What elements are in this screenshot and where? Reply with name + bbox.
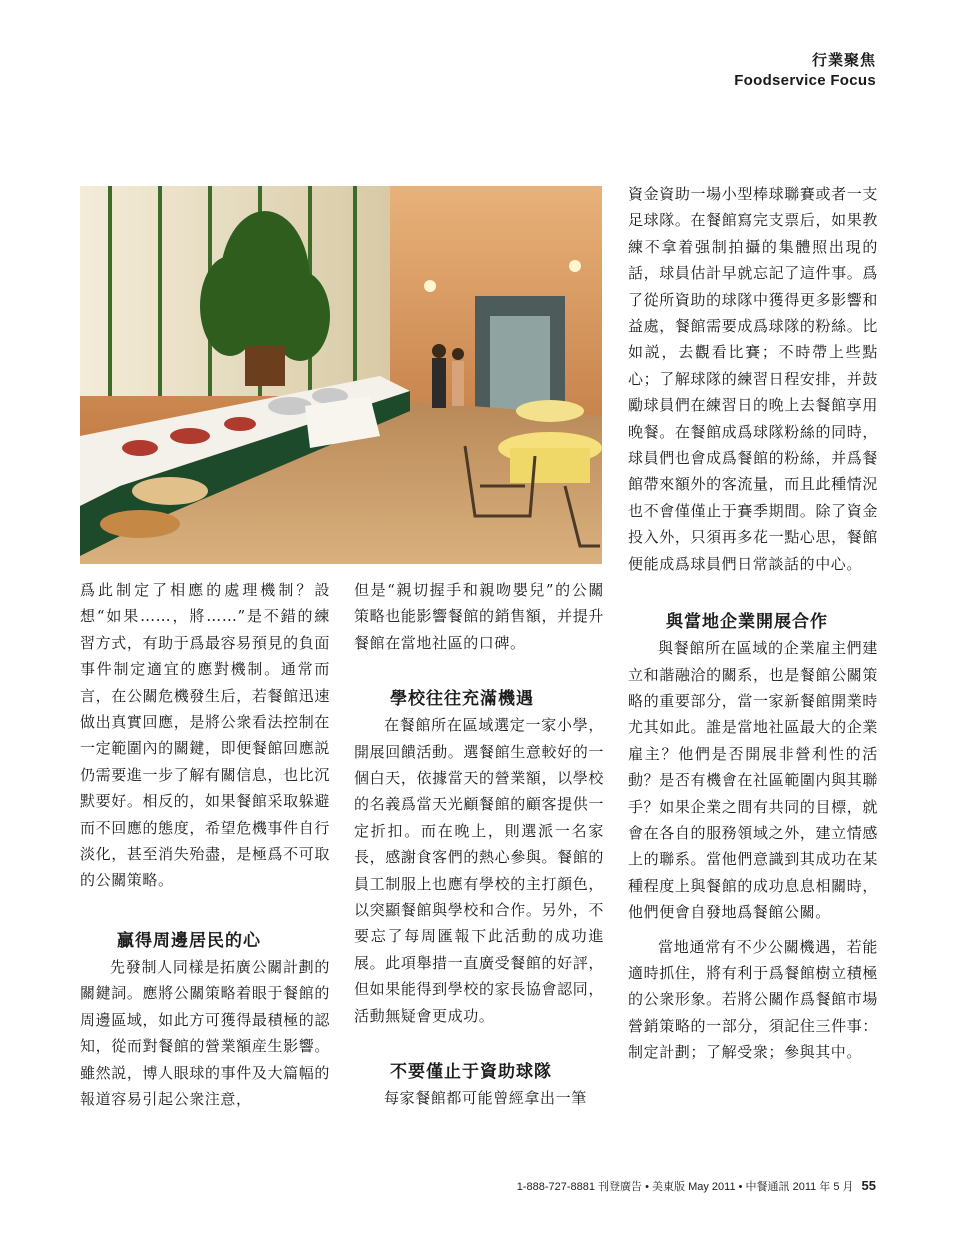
section-heading-neighbors: 贏得周邊居民的心 bbox=[117, 930, 261, 951]
paragraph: 當地通常有不少公關機遇，若能適時抓住，將有利于爲餐館樹立積極的公衆形象。若將公關作爲餐館市場營銷策略的一部分，須記住三件事：制定計劃；了解受衆；參與其中。 bbox=[628, 937, 878, 1062]
column-1 bbox=[80, 577, 330, 1112]
paragraph: 爲此制定了相應的處理機制？設想“如果……，將……”是不錯的練習方式，有助于爲最容易預見的負面事件制定適宜的應對機制。通常而言，在公關危機發生后，若餐館迅速做出真實回應，是將公衆看法控制在一定範圍內的關鍵，即便餐館回應説仍需要進一步了解有關信息，也比沉默要好。相反的，如果餐館采取躲避而不回應的態度，希望危機事件自行淡化，甚至消失殆盡，是極爲不可取的公關策略。 bbox=[80, 581, 330, 890]
paragraph: 每家餐館都可能曾經拿出一筆 bbox=[384, 1089, 587, 1108]
restaurant-buffet-photo bbox=[80, 186, 602, 564]
section-title-zh: 行業聚焦 bbox=[811, 51, 876, 69]
page-header bbox=[734, 50, 876, 92]
section-heading-local-business: 與當地企業開展合作 bbox=[666, 612, 828, 633]
column-3 bbox=[628, 181, 878, 1066]
column-2 bbox=[354, 577, 604, 1112]
paragraph: 先發制人同樣是拓廣公關計劃的關鍵詞。應將公關策略着眼于餐館的周邊區域，如此方可獲得最積極的認知，從而對餐館的營業額産生影響。雖然説，博人眼球的事件及大篇幅的報道容易引起公衆注意， bbox=[80, 957, 330, 1108]
section-title-en: Foodservice Focus bbox=[734, 72, 876, 89]
section-heading-schools: 學校往往充滿機遇 bbox=[390, 689, 534, 710]
paragraph: 但是“親切握手和親吻嬰兒”的公關策略也能影響餐館的銷售額，并提升餐館在當地社區的口碑。 bbox=[354, 581, 604, 652]
paragraph: 與餐館所在區域的企業雇主們建立和諧融洽的關系，也是餐館公關策略的重要部分，當一家新餐館開業時尤其如此。誰是當地社區最大的企業雇主？他們是否開展非營利性的活動？是否有機會在社區範圍内與其聯手？如果企業之間有共同的目標，就會在各自的服務領域之外，建立情感上的聯系。當他們意識到其成功在某種程度上與餐館的成功息息相關時，他們便會自發地爲餐館公關。 bbox=[628, 639, 878, 922]
page-number: 55 bbox=[861, 1178, 876, 1193]
page-footer bbox=[517, 1178, 876, 1194]
paragraph: 資金資助一場小型棒球聯賽或者一支足球隊。在餐館寫完支票后，如果教練不拿着强制拍攝的集體照出現的話，球員估計早就忘記了這件事。爲了從所資助的球隊中獲得更多影響和益處，餐館需要成爲球隊的粉絲。比如説，去觀看比賽；不時帶上些點心；了解球隊的練習日程安排，并鼓勵球員們在練習日的晚上去餐館享用晚餐。在餐館成爲球隊粉絲的同時，球員們也會成爲餐館的粉絲，并爲餐館帶來額外的客流量，而且此種情況也不會僅僅止于賽季期間。除了資金投入外，只須再多花一點心思，餐館便能成爲球員們日常談話的中心。 bbox=[628, 185, 878, 573]
restaurant-interior-illustration bbox=[80, 186, 602, 564]
paragraph: 在餐館所在區域選定一家小學，開展回饋活動。選餐館生意較好的一個白天，依據當天的營業額，以學校的名義爲當天光顧餐館的顧客提供一定折扣。而在晚上，則選派一名家長，感謝食客們的熱心參與。餐館的員工制服上也應有學校的主打顔色，以突顯餐館與學校和合作。另外，不要忘了每周匯報下此活動的成功進展。此項舉措一直廣受餐館的好評，但如果能得到學校的家長協會認同，活動無疑會更成功。 bbox=[354, 716, 604, 1025]
section-heading-sports-teams: 不要僅止于資助球隊 bbox=[390, 1062, 552, 1083]
footer-info: 1-888-727-8881 刊登廣告 • 美東版 May 2011 • 中餐通訊 2011 年 5 月 bbox=[516, 1181, 854, 1193]
